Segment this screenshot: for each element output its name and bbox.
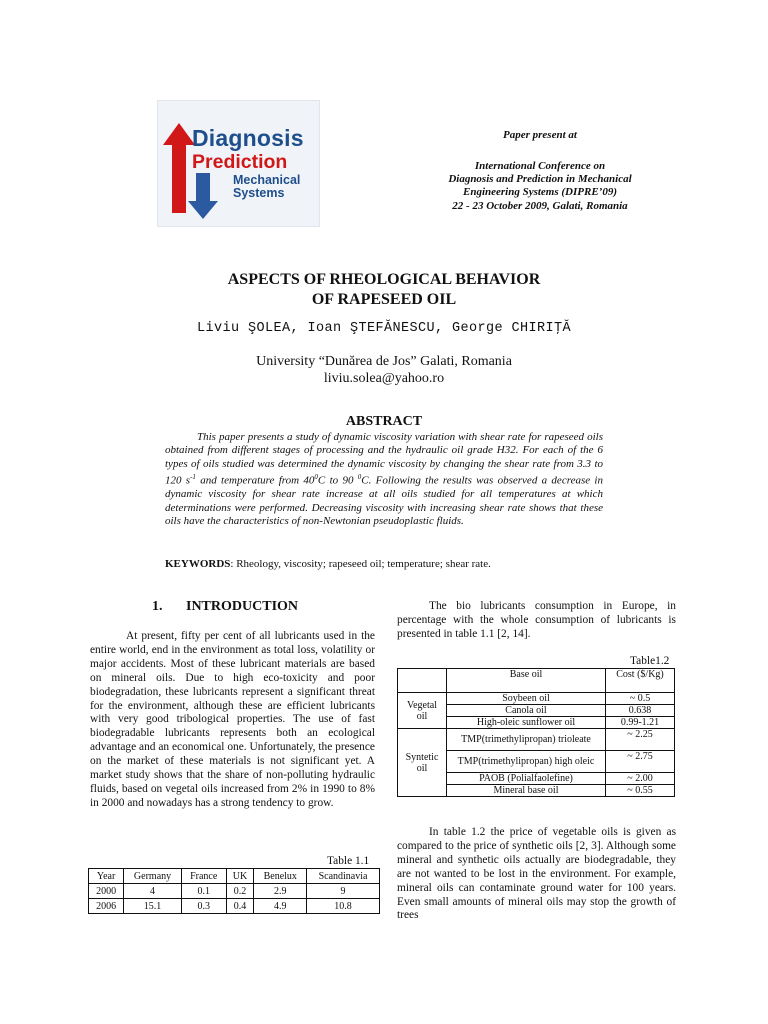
table-row: Canola oil 0.638: [398, 705, 675, 717]
table-1-1: [88, 868, 380, 914]
table-1-1-caption: Table 1.1: [327, 855, 370, 867]
right-column-paragraph-1: The bio lubricants consumption in Europe, in percentage with the whole consumption of lubricants is presented in table 1.1 [2, 14].: [397, 600, 676, 640]
section-heading-introduction: 1. INTRODUCTION: [152, 599, 299, 614]
table-row: High-oleic sunflower oil 0.99-1.21: [398, 717, 675, 729]
conference-logo: [157, 100, 320, 227]
paper-title-line1: ASPECTS OF RHEOLOGICAL BEHAVIOR: [227, 271, 541, 288]
logo-text-mechanical: Mechanical: [233, 173, 301, 187]
introduction-paragraph: At present, fifty per cent of all lubricants used in the entire world, end in the environment as total loss, volatility or major accidents. Most of these lubricant materials are based on mineral oils. Due to high eco-toxicity and poor biodegradation, these lubricants represent a significant threat for the environment, although these are efficient lubricants with very good tribological properties. The use of fast biodegradable lubricants represents both an ecological advantage and an economical one. Unfortunately, the presence on the market of these materials is not significant yet. A market study shows that the share of non-polluting hydraulic fluids, based on vegetal oils increased from 2% in 1990 to 8% in 2000 and nowadays has a strong tendency to grow.: [90, 630, 375, 809]
group-vegetal-oil: Vegetal oil: [398, 693, 447, 729]
table-1-2: [397, 668, 675, 797]
logo-text-diagnosis: Diagnosis: [192, 125, 304, 151]
table-row: 2000 4 0.1 0.2 2.9 9: [89, 884, 380, 899]
conference-name-line3: Engineering Systems (DIPRE’09): [462, 186, 617, 198]
group-syntetic-oil: Syntetic oil: [398, 729, 447, 797]
conference-intro: Paper present at: [503, 129, 577, 141]
table-row: TMP(trimethylipropan) high oleic ~ 2.75: [398, 751, 675, 773]
table-row: Mineral base oil ~ 0.55: [398, 785, 675, 797]
author-email: liviu.solea@yahoo.ro: [323, 371, 445, 386]
logo-text-systems: Systems: [233, 186, 285, 200]
table-row: Base oil Cost ($/Kg): [398, 669, 675, 693]
right-column-paragraph-2: In table 1.2 the price of vegetable oils is given as compared to the price of synthetic oils [2, 3]. Although some mineral and synthetic oils actually are biodegradable, they are not wanted to be lost in the environment. For example, mineral oils can contaminate ground water for 100 years. Even small amounts of mineral oils may stop the growth of trees: [397, 826, 676, 922]
table-row: Vegetal oil Soybeen oil ~ 0.5: [398, 693, 675, 705]
conference-name-line1: International Conference on: [474, 160, 606, 172]
abstract-text: This paper presents a study of dynamic viscosity variation with shear rate for rapeseed oils obtained from different stages of processing and the hydraulic oil grade H32. For each of the 6 types of oils studied was determined the dynamic viscosity by changing the shear rate from 3.3 to 120 $s^{-1}$ and temperature from $40^0C$ to 90 $^0$C. Following the results was observed a decrease in dynamic viscosity for shear rate increase at all oils studied for all temperatures at which determinations were performed. Decreasing viscosity with increasing shear rate shows that these oils have the characteristics of non-Newtonian pseudoplastic fluids.: [165, 431, 603, 528]
keywords: [165, 558, 625, 570]
conference-date: 22 - 23 October 2009, Galati, Romania: [452, 200, 628, 212]
table-row: 2006 15.1 0.3 0.4 4.9 10.8: [89, 899, 380, 914]
logo-text-prediction: Prediction: [192, 151, 288, 173]
table-1-2-caption: Table1.2: [630, 655, 670, 667]
table-row: Syntetic oil TMP(trimethylipropan) trioleate ~ 2.25: [398, 729, 675, 751]
table-row: Year Germany France UK Benelux Scandinavia: [89, 869, 380, 884]
keywords-text: : Rheology, viscosity; rapeseed oil; temperature; shear rate.: [230, 558, 491, 570]
keywords-label: KEYWORDS: [165, 558, 231, 570]
conference-name-line2: Diagnosis and Prediction in Mechanical: [448, 173, 632, 185]
abstract-heading: ABSTRACT: [345, 414, 423, 429]
paper-title-line2: OF RAPESEED OIL: [311, 291, 457, 308]
table-row: PAOB (Polialfaolefine) ~ 2.00: [398, 773, 675, 785]
affiliation: University “Dunărea de Jos” Galati, Romania: [256, 354, 512, 369]
paper-authors: Liviu ŞOLEA, Ioan ŞTEFĂNESCU, George CHIRIŢĂ: [196, 321, 572, 336]
